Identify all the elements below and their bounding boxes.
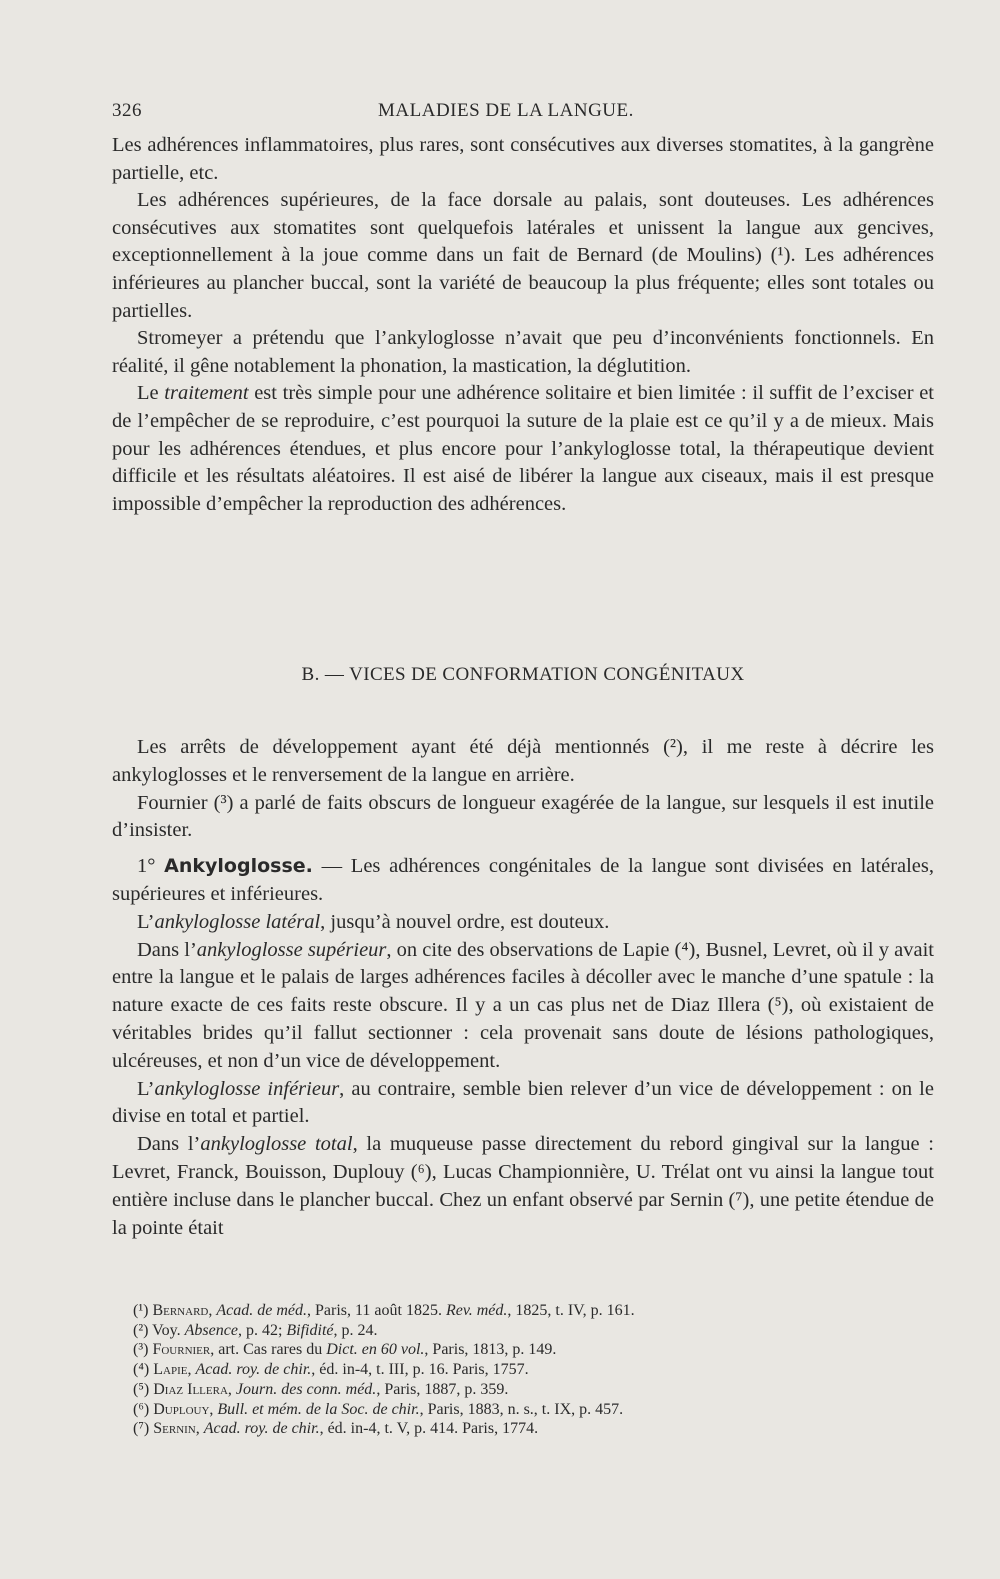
footnote: (⁶) Duplouy, Bull. et mém. de la Soc. de chir., Paris, 1883, n. s., t. IX, p. 457. (133, 1400, 624, 1418)
footnote: (⁷) Sernin, Acad. roy. de chir., éd. in-4, t. V, p. 414. Paris, 1774. (133, 1420, 539, 1438)
footnote: (³) Fournier, art. Cas rares du Dict. en 60 vol., Paris, 1813, p. 149. (133, 1341, 557, 1359)
running-title: MALADIES DE LA LANGUE. (378, 100, 634, 121)
paragraph: Les adhérences supérieures, de la face dorsale au palais, sont douteuses. Les adhérences consécutives aux stomatites sont quelquefois latérales et unissent la langue aux gencives, exceptionnellement à la joue comme dans un fait de Bernard (de Moulins) (¹). Les adhérences inférieures au plancher buccal, sont la variété de beaucoup la plus fréquente; elles sont totales ou partielles. (112, 189, 934, 322)
paragraph: Stromeyer a prétendu que l’ankyloglosse n’avait que peu d’inconvénients fonctionnels. En réalité, il gêne notablement la phonation, la mastication, la déglutition. (112, 327, 934, 377)
emphasis: traitement (164, 382, 249, 405)
paragraph-inferieur: L’ankyloglosse inférieur, au contraire, semble bien relever d’un vice de développement : on le divise en total et partiel. (112, 1077, 934, 1128)
footnote: (⁴) Lapie, Acad. roy. de chir., éd. in-4, t. III, p. 16. Paris, 1757. (133, 1361, 529, 1379)
subsection-title: Ankyloglosse. (164, 855, 313, 878)
emphasis: ankyloglosse supérieur (196, 938, 387, 961)
section-heading: B. — VICES DE CONFORMATION CONGÉNITAUX (301, 664, 745, 685)
paragraph-superieur: Dans l’ankyloglosse supérieur, on cite des observations de Lapie (⁴), Busnel, Levret, où il y avait entre la langue et le palais de larges adhérences faciles à décoller avec le manche d’une spatule : la nature exacte de ces faits reste obscure. Il y a un cas plus net de Diaz Illera (⁵), où existaient de véritables brides qu’il fallut sectionner : cela provenait sans doute de lésions pathologiques, ulcéreuses, et non d’un vice de développement. (112, 938, 934, 1072)
paragraph-traitement: Le traitement est très simple pour une adhérence solitaire et bien limitée : il suffit de l’exciser et de l’empêcher de se reproduire, c’est pourquoi la suture de la plaie est ce qu’il y a de mieux. Mais pour les adhérences étendues, et plus encore pour l’ankyloglosse total, la thérapeutique devient difficile et les résultats aléatoires. Il est aisé de libérer la langue aux ciseaux, mais il est presque impossible d’empêcher la reproduction des adhérences. (112, 382, 935, 515)
paragraph: Les arrêts de développement ayant été déjà mentionnés (²), il me reste à décrire les ankyloglosses et le renversement de la langue en arrière. (112, 736, 934, 786)
paragraph-ankyloglosse: 1° Ankyloglosse. — Les adhérences congénitales de la langue sont divisées en latérales, supérieures et inférieures. (112, 855, 935, 905)
body-text-section (112, 734, 934, 1242)
emphasis: ankyloglosse latéral (154, 910, 321, 933)
page-header (112, 100, 932, 130)
paragraph-total: Dans l’ankyloglosse total, la muqueuse passe directement du rebord gingival sur la langue : Levret, Franck, Bouisson, Duplouy (⁶), Lucas Championnière, U. Trélat ont vu ainsi la langue tout entière incluse dans le plancher buccal. Chez un enfant observé par Sernin (⁷), une petite étendue de la pointe était (112, 1133, 935, 1239)
footnotes (133, 1301, 933, 1439)
footnote: (¹) Bernard, Acad. de méd., Paris, 11 août 1825. Rev. méd., 1825, t. IV, p. 161. (133, 1302, 635, 1319)
footnote: (⁵) Diaz Illera, Journ. des conn. méd., Paris, 1887, p. 359. (133, 1380, 509, 1398)
body-text-top (112, 132, 934, 518)
paragraph: Fournier (³) a parlé de faits obscurs de longueur exagérée de la langue, sur lesquels il est inutile d’insister. (112, 791, 934, 842)
emphasis: ankyloglosse inférieur (154, 1077, 340, 1100)
footnote: (²) Voy. Absence, p. 42; Bifidité, p. 24. (133, 1321, 378, 1339)
paragraph: Les adhérences inflammatoires, plus rares, sont consécutives aux diverses stomatites, à la gangrène partielle, etc. (112, 134, 934, 184)
paragraph-lateral: L’ankyloglosse latéral, jusqu’à nouvel ordre, est douteux. (137, 910, 610, 933)
emphasis: ankyloglosse total (200, 1133, 353, 1156)
page-number: 326 (112, 100, 142, 121)
